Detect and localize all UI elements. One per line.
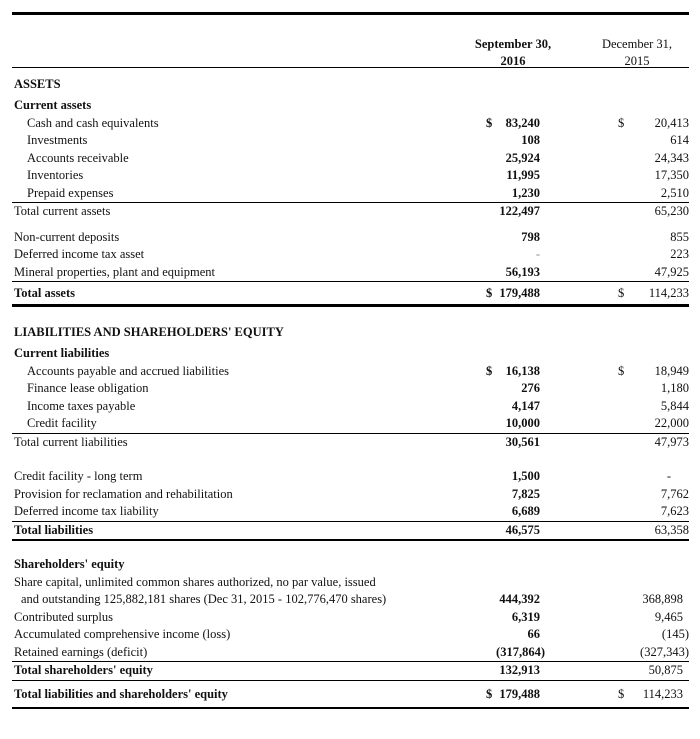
value-2015: 50,875 [648, 663, 683, 677]
dollar-sign: $ [618, 286, 625, 300]
table-row [12, 363, 689, 381]
value-2016: 798 [521, 229, 540, 244]
row-label: Cash and cash equivalents [27, 115, 159, 130]
bottom-rule [12, 707, 689, 710]
dollar-sign: $ [486, 286, 493, 300]
value-2016: 6,689 [511, 504, 540, 518]
total-equity-row [12, 661, 689, 680]
value-2015: 7,762 [660, 486, 689, 501]
total-liabilities-equity-row [12, 680, 689, 707]
value-2015: (145) [661, 627, 689, 641]
row-label: Contributed surplus [14, 609, 113, 624]
share-capital-line1 [12, 574, 689, 592]
value-2015: 223 [670, 247, 689, 261]
table-row [12, 115, 689, 133]
value-2016: 10,000 [505, 416, 540, 430]
table-row [12, 644, 689, 662]
total-liabilities-row [12, 521, 689, 540]
row-label: Total assets [14, 286, 76, 300]
equity-title [12, 556, 689, 574]
section-label: LIABILITIES AND SHAREHOLDERS' EQUITY [14, 325, 284, 339]
dollar-sign: $ [486, 115, 493, 130]
value-2015: 17,350 [654, 168, 689, 182]
assets-title [12, 74, 689, 94]
value-2015: 22,000 [654, 416, 689, 430]
value-2016: 6,319 [511, 609, 540, 624]
value-2016: 1,230 [511, 185, 540, 200]
share-capital-row [12, 591, 689, 609]
value-2016: 132,913 [499, 663, 540, 677]
table-row [12, 415, 689, 433]
value-2015: 368,898 [642, 592, 683, 606]
total-current-liabilities-row [12, 433, 689, 452]
row-label: Credit facility [27, 416, 97, 430]
col1-line2: 2016 [500, 54, 526, 68]
row-label: Total shareholders' equity [14, 663, 153, 677]
value-2015: 47,973 [654, 434, 689, 449]
row-label: Accumulated comprehensive income (loss) [14, 627, 231, 641]
row-label: Investments [27, 133, 88, 147]
value-2015: 65,230 [654, 204, 689, 218]
subsection-label: Shareholders' equity [14, 557, 125, 571]
row-label: Inventories [27, 168, 84, 182]
row-label: Provision for reclamation and rehabilitation [14, 486, 233, 501]
row-label: Share capital, unlimited common shares authorized, no par value, issued [14, 574, 376, 589]
row-label: Deferred income tax asset [14, 247, 145, 261]
value-2016: 1,500 [511, 469, 540, 483]
value-2016: 56,193 [505, 264, 540, 279]
row-label: Accounts payable and accrued liabilities [27, 363, 230, 378]
value-2016: 7,825 [511, 486, 540, 501]
row-label: Accounts receivable [27, 150, 129, 165]
value-2016: 25,924 [505, 150, 540, 165]
table-row [12, 167, 689, 185]
col2-line2: 2015 [624, 54, 650, 68]
table-row [12, 229, 689, 247]
subsection-label: Current assets [14, 98, 92, 112]
table-row [12, 132, 689, 150]
value-2015: 114,233 [642, 686, 683, 701]
value-2015: 20,413 [654, 115, 689, 130]
value-2016: - [535, 247, 540, 261]
dollar-sign: $ [618, 686, 625, 701]
value-2016: 108 [521, 133, 540, 147]
table-row [12, 380, 689, 398]
current-liabilities-title [12, 345, 689, 363]
value-2016: 122,497 [499, 204, 540, 218]
table-row [12, 626, 689, 644]
col2-line1: December 31, [601, 37, 673, 51]
value-2015: 114,233 [648, 286, 689, 300]
value-2016: 46,575 [505, 522, 540, 537]
table-row [12, 398, 689, 416]
row-label: Prepaid expenses [27, 185, 114, 200]
value-2015: 1,180 [660, 381, 689, 395]
total-assets-row [12, 281, 689, 304]
value-2015: 855 [670, 229, 689, 244]
dollar-sign: $ [618, 115, 625, 130]
current-assets-title [12, 97, 689, 115]
value-2015: 5,844 [660, 398, 689, 413]
table-row [12, 150, 689, 168]
value-2016: 4,147 [511, 398, 540, 413]
value-2016: 444,392 [499, 592, 540, 606]
value-2015: 9,465 [654, 609, 683, 624]
value-2016: 83,240 [505, 115, 540, 130]
value-2015: 63,358 [654, 522, 689, 537]
value-2015: 24,343 [654, 150, 689, 165]
section-label: ASSETS [14, 77, 61, 91]
table-row [12, 246, 689, 264]
row-label: Total liabilities and shareholders' equity [14, 686, 228, 701]
value-2016: 179,488 [499, 286, 540, 300]
value-2016: (317,864) [496, 644, 545, 659]
value-2016: 276 [521, 381, 540, 395]
row-label: Income taxes payable [27, 398, 136, 413]
value-2015: 18,949 [654, 363, 689, 378]
balance-sheet [12, 12, 689, 709]
row-label: Mineral properties, plant and equipment [14, 264, 215, 279]
table-row [12, 264, 689, 282]
row-label: Total current liabilities [14, 434, 128, 449]
row-label: Finance lease obligation [27, 381, 149, 395]
row-label: Total current assets [14, 204, 111, 218]
table-row [12, 609, 689, 627]
dollar-sign: $ [486, 686, 493, 701]
col1-line1: September 30, [474, 37, 552, 51]
dollar-sign: $ [486, 363, 493, 378]
table-row [12, 185, 689, 203]
value-2016: 16,138 [505, 363, 540, 378]
dollar-sign: $ [618, 363, 625, 378]
row-label: and outstanding 125,882,181 shares (Dec 31, 2015 - 102,776,470 shares) [21, 592, 387, 606]
value-2015: (327,343) [640, 644, 689, 659]
row-label: Credit facility - long term [14, 469, 143, 483]
value-2015: - [666, 469, 671, 483]
row-label: Non-current deposits [14, 229, 120, 244]
value-2016: 30,561 [505, 434, 540, 449]
value-2015: 614 [670, 133, 689, 147]
column-header-2015 [590, 36, 684, 70]
value-2016: 66 [527, 627, 540, 641]
row-label: Retained earnings (deficit) [14, 644, 148, 659]
total-current-assets-row [12, 202, 689, 221]
liabilities-title [12, 322, 689, 342]
value-2015: 7,623 [660, 504, 689, 518]
row-label: Deferred income tax liability [14, 504, 159, 518]
table-row [12, 486, 689, 504]
subsection-label: Current liabilities [14, 346, 110, 360]
row-label: Total liabilities [14, 522, 94, 537]
table-row [12, 468, 689, 486]
value-2015: 2,510 [660, 185, 689, 200]
table-row [12, 503, 689, 521]
value-2016: 11,995 [506, 168, 540, 182]
column-header [12, 15, 689, 68]
value-2016: 179,488 [499, 686, 540, 701]
value-2015: 47,925 [654, 264, 689, 279]
column-header-2016 [466, 36, 560, 70]
